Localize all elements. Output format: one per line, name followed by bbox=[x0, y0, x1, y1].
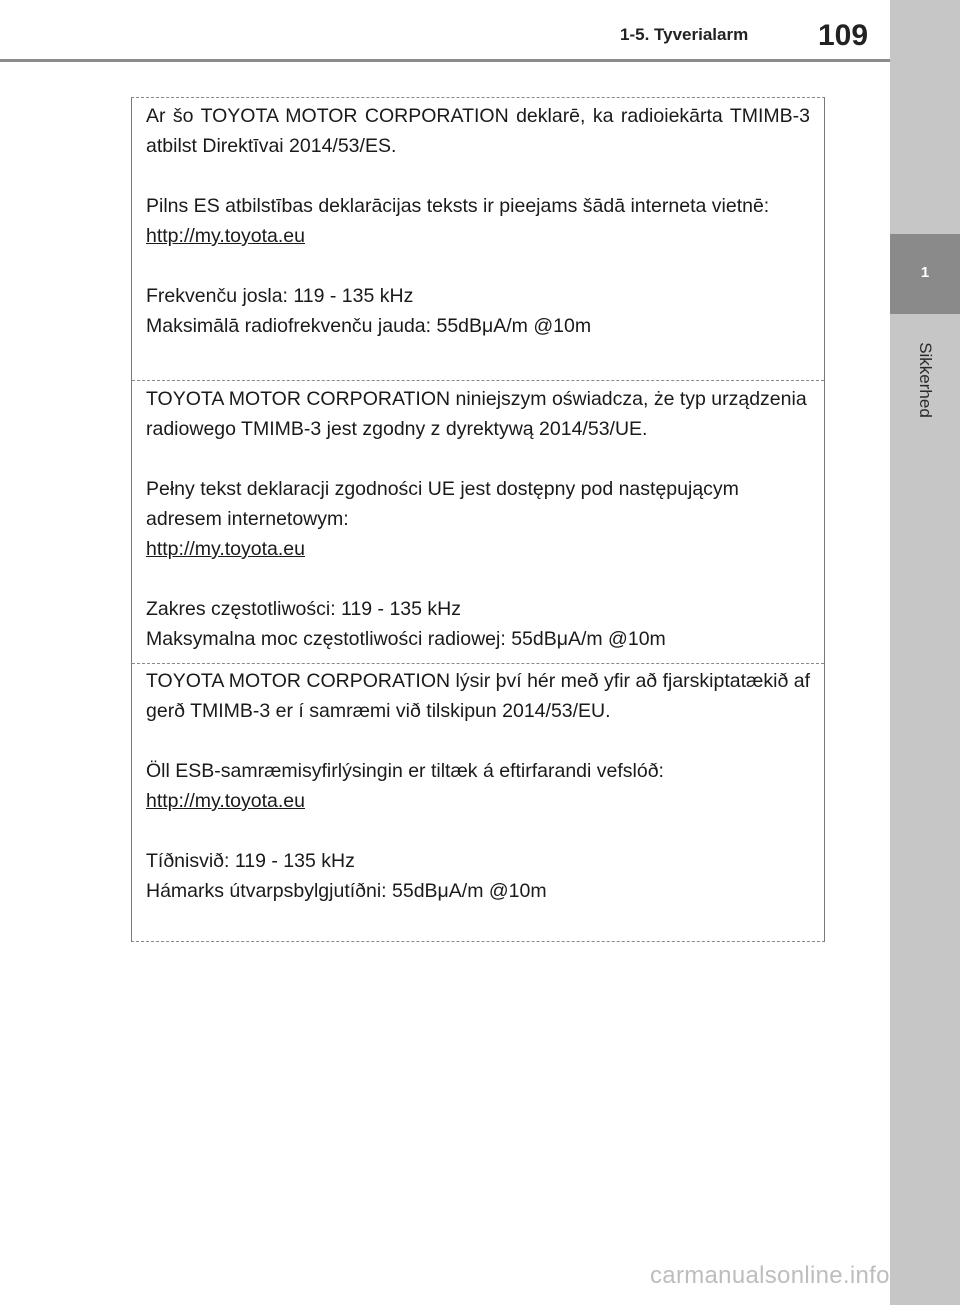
declaration-section-polish bbox=[132, 384, 824, 654]
declaration-text: TOYOTA MOTOR CORPORATION lýsir því hér með yfir að fjarskiptatækið af gerð TMIMB-3 er í samræmi við tilskipun 2014/53/EU. bbox=[146, 670, 810, 722]
declaration-section-icelandic bbox=[132, 666, 824, 906]
toyota-url-link[interactable]: http://my.toyota.eu bbox=[146, 790, 305, 812]
frequency-band: Tíðnisvið: 119 - 135 kHz bbox=[146, 850, 355, 872]
chapter-label: Sikkerhed bbox=[916, 342, 935, 418]
toyota-url-link[interactable]: http://my.toyota.eu bbox=[146, 225, 305, 247]
frequency-band: Zakres częstotliwości: 119 - 135 kHz bbox=[146, 598, 461, 620]
declaration-section-latvian bbox=[132, 101, 824, 341]
full-text-notice: Öll ESB-samræmisyfirlýsingin er tiltæk á eftirfarandi vefslóð: bbox=[146, 760, 664, 782]
chapter-number: 1 bbox=[920, 264, 930, 281]
header-rule bbox=[0, 59, 890, 62]
side-tab-strip bbox=[890, 0, 960, 1305]
max-power: Maksymalna moc częstotliwości radiowej: 55dBμA/m @10m bbox=[146, 628, 666, 650]
full-text-notice: Pełny tekst deklaracji zgodności UE jest dostępny pod następującym adresem internetowym: bbox=[146, 478, 739, 530]
watermark: carmanualsonline.info bbox=[650, 1262, 890, 1289]
full-text-notice: Pilns ES atbilstības deklarācijas teksts ir pieejams šādā interneta vietnē: bbox=[146, 195, 770, 217]
max-power: Maksimālā radiofrekvenču jauda: 55dBμA/m @10m bbox=[146, 315, 592, 337]
max-power: Hámarks útvarpsbylgjutíðni: 55dBμA/m @10m bbox=[146, 880, 547, 902]
page-number: 109 bbox=[817, 19, 869, 52]
frequency-band: Frekvenču josla: 119 - 135 kHz bbox=[146, 285, 414, 307]
section-title: 1-5. Tyverialarm bbox=[620, 25, 749, 44]
declaration-box bbox=[131, 97, 825, 942]
toyota-url-link[interactable]: http://my.toyota.eu bbox=[146, 538, 305, 560]
section-divider bbox=[132, 380, 824, 381]
section-divider bbox=[132, 663, 824, 664]
declaration-text: Ar šo TOYOTA MOTOR CORPORATION deklarē, ka radioiekārta TMIMB-3 atbilst Direktīvai 2014/53/ES. bbox=[146, 105, 810, 157]
declaration-text: TOYOTA MOTOR CORPORATION niniejszym oświadcza, że typ urządzenia radiowego TMIMB-3 jest zgodny z dyrektywą 2014/53/UE. bbox=[146, 388, 807, 440]
